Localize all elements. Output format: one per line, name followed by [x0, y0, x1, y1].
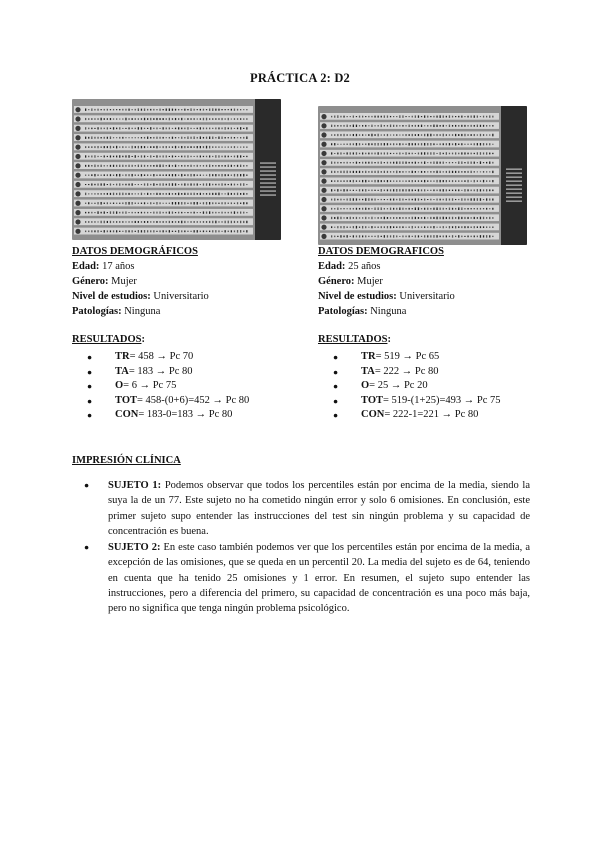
- results-heading: [72, 332, 312, 347]
- test-sheet-subject-2-graphic: [318, 106, 527, 245]
- result-key: CON: [361, 409, 385, 421]
- result-value: = 519-(1+25)=493 → Pc 75: [382, 394, 501, 406]
- result-item: [318, 365, 548, 380]
- clinical-item-1: [72, 478, 530, 539]
- bullet-icon: ●: [84, 480, 90, 490]
- result-item: [72, 365, 312, 380]
- clinical-item-body: Podemos observar que todos los percentiles están por encima de la media, siendo la suya la de un 77. Este sujeto no ha cometido ningún error y solo 6 omisiones. En conclusión, este primer sujeto supo entender las instrucciones del test sin ningún problema y su capacidad de concentración es buena.: [108, 480, 530, 537]
- result-item: [318, 394, 548, 409]
- clinical-item-text: [108, 478, 530, 539]
- demographics-heading: DATOS DEMOGRÁFICOS: [72, 246, 198, 257]
- test-sheet-image-1: [72, 99, 281, 240]
- result-key: TOT: [115, 394, 137, 406]
- results-heading-text: RESULTADOS: [318, 334, 388, 345]
- gender-value: Mujer: [108, 276, 137, 287]
- pathology-row: [318, 304, 548, 319]
- pathology-row: [72, 304, 312, 319]
- result-key: CON: [115, 409, 139, 421]
- result-value: = 458 → Pc 70: [129, 351, 194, 362]
- clinical-item-label: SUJETO 1:: [108, 480, 162, 491]
- education-label: Nivel de estudios:: [318, 291, 397, 302]
- clinical-item-label: SUJETO 2:: [108, 542, 161, 553]
- gender-label: Género:: [72, 276, 109, 287]
- result-item: [72, 408, 312, 423]
- age-row: [318, 259, 548, 274]
- demographics-heading: DATOS DEMOGRAFICOS: [318, 246, 444, 257]
- age-label: Edad:: [318, 261, 346, 272]
- results-heading-text: RESULTADOS: [72, 334, 142, 345]
- results-heading-colon: :: [141, 334, 145, 345]
- result-key: TA: [361, 365, 375, 377]
- result-key: TA: [115, 365, 129, 377]
- test-sheet-subject-1-graphic: [72, 99, 281, 240]
- results-heading-colon: :: [387, 334, 391, 345]
- clinical-item-2: [72, 540, 530, 616]
- bullet-icon: ●: [84, 542, 90, 552]
- subject-2-column: [318, 244, 548, 423]
- results-list: [72, 350, 312, 423]
- age-label: Edad:: [72, 261, 100, 272]
- result-key: O: [361, 380, 370, 392]
- age-value: 17 años: [99, 261, 135, 272]
- result-value: = 6 → Pc 75: [123, 380, 177, 392]
- result-value: = 519 → Pc 65: [375, 351, 440, 362]
- clinical-impression-heading: IMPRESIÓN CLÍNICA: [72, 455, 181, 466]
- age-value: 25 años: [345, 261, 381, 272]
- result-item: [72, 379, 312, 394]
- pathology-value: Ninguna: [367, 306, 407, 317]
- result-item: [72, 350, 312, 365]
- results-list: [318, 350, 548, 423]
- results-heading: [318, 332, 548, 347]
- education-value: Universitario: [150, 291, 209, 302]
- result-key: O: [115, 380, 124, 392]
- subject-1-column: [72, 244, 312, 423]
- pathology-value: Ninguna: [121, 306, 161, 317]
- gender-row: [318, 274, 548, 289]
- result-value: = 222-1=221 → Pc 80: [384, 409, 479, 421]
- result-value: = 222 → Pc 80: [374, 365, 439, 377]
- result-item: [318, 379, 548, 394]
- pathology-label: Patologías:: [72, 306, 122, 317]
- clinical-item-text: [108, 540, 530, 616]
- clinical-item-body: En este caso también podemos ver que los percentiles están por encima de la media, a excepción de las omisiones, que se queda en un percentil 20. La media del sujeto es de 64, teniendo en cuenta que ha tenido 25 omisiones y 1 error. En resumen, el sujeto supo entender las instrucciones, pero a diferencia del primero, su capacidad de concentración es una poco más baja, pero no significa que tenga ningún problema psicológico.: [108, 542, 531, 615]
- gender-row: [72, 274, 312, 289]
- gender-value: Mujer: [354, 276, 383, 287]
- result-key: TOT: [361, 394, 383, 406]
- result-key: TR: [115, 351, 130, 362]
- gender-label: Género:: [318, 276, 355, 287]
- education-row: [72, 289, 312, 304]
- education-label: Nivel de estudios:: [72, 291, 151, 302]
- result-item: [318, 350, 548, 365]
- result-item: [318, 408, 548, 423]
- page-title: PRÁCTICA 2: D2: [249, 71, 351, 85]
- education-value: Universitario: [396, 291, 455, 302]
- education-row: [318, 289, 548, 304]
- result-value: = 183 → Pc 80: [128, 365, 193, 377]
- age-row: [72, 259, 312, 274]
- pathology-label: Patologías:: [318, 306, 368, 317]
- result-key: TR: [361, 351, 376, 362]
- result-value: = 458-(0+6)=452 → Pc 80: [136, 394, 250, 406]
- result-value: = 183-0=183 → Pc 80: [138, 409, 233, 421]
- result-item: [72, 394, 312, 409]
- test-sheet-image-2: [318, 106, 527, 245]
- result-value: = 25 → Pc 20: [369, 380, 428, 392]
